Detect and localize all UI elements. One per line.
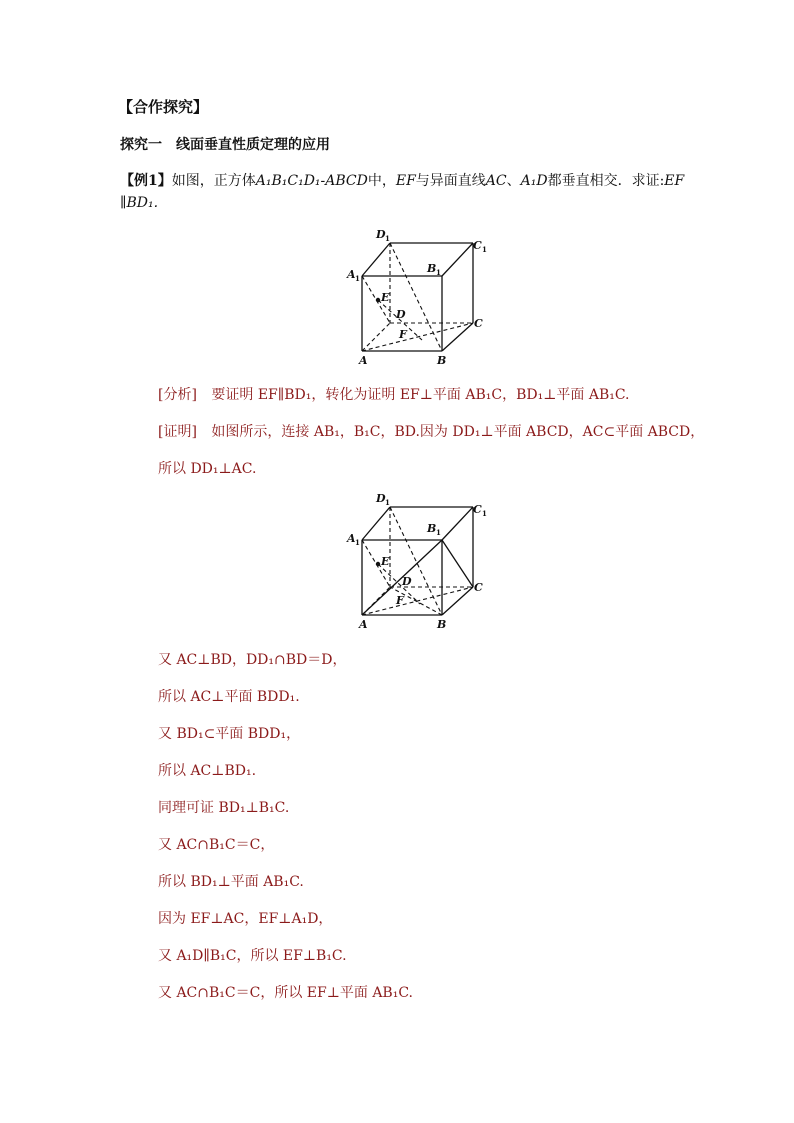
proof-label: [证明] [158,424,197,440]
svg-text:1: 1 [355,538,360,547]
label-c: C [474,317,483,330]
proof-step-7: 所以 BD₁⊥平面 AB₁C. [158,874,304,890]
svg-text:1: 1 [355,274,360,283]
example-separator: 、 [506,173,521,189]
label-b: B [437,354,447,367]
label-b1-2: B [427,522,437,535]
segment-ef: EF [395,173,416,189]
analysis-label: [分析] [158,387,197,403]
label-c1-2: C [473,503,482,516]
proof-step-4: 所以 AC⊥BD₁. [158,763,257,779]
label-a1: A [347,268,356,281]
label-a-2: A [359,618,368,631]
proof-step-9: 又 A₁D∥B₁C，所以 EF⊥B₁C. [158,948,347,964]
segment-ef-2: EF [664,173,685,189]
segment-ac: AC [485,173,507,189]
svg-text:1: 1 [436,268,441,277]
proof-step-5: 同理可证 BD₁⊥B₁C. [158,800,290,816]
svg-text:1: 1 [436,528,441,537]
label-c-2: C [474,581,483,594]
svg-text:1: 1 [482,509,487,518]
example-text-2: 中， [367,173,396,189]
analysis-text: 要证明 EF∥BD₁，转化为证明 EF⊥平面 AB₁C，BD₁⊥平面 AB₁C. [211,387,630,403]
label-c1: C [473,239,482,252]
example-text-3: 与异面直线 [415,173,486,189]
svg-text:1: 1 [482,245,487,254]
label-e: E [381,291,390,304]
label-d1-2: D [376,492,386,505]
segment-a1d: A₁D [520,173,548,189]
proof-step-1: 又 AC⊥BD，DD₁∩BD＝D， [158,652,347,668]
svg-text:1: 1 [385,234,390,243]
label-e-2: E [381,555,390,568]
proof [158,422,704,442]
cube-figure-2 [340,492,500,642]
subsection-title: 探究一 线面垂直性质定理的应用 [120,137,330,153]
proof-step-6: 又 AC∩B₁C＝C， [158,837,275,853]
proof-step-8: 因为 EF⊥AC，EF⊥A₁D， [158,911,333,927]
example-text: 如图，正方体 [171,173,256,189]
example-text-4: 都垂直相交．求证: [547,173,665,189]
proof-step-3: 又 BD₁⊂平面 BDD₁， [158,726,301,742]
proof-step-10: 又 AC∩B₁C＝C，所以 EF⊥平面 AB₁C. [158,985,414,1001]
label-d-2: D [402,575,412,588]
analysis [158,385,630,405]
label-a: A [359,354,368,367]
example-tag: 【例1】 [120,173,172,189]
label-b1: B [427,262,437,275]
example-statement-line2: ∥BD₁. [120,195,159,211]
label-d: D [396,308,406,321]
cube-name: A₁B₁C₁D₁-ABCD [255,173,368,189]
example-statement [120,171,684,191]
proof-text: 如图所示，连接 AB₁，B₁C，BD.因为 DD₁⊥平面 ABCD，AC⊂平面 ABCD， [211,424,705,440]
label-f: F [399,328,407,341]
section-title: 【合作探究】 [118,98,209,116]
cube-figure-1 [340,228,500,378]
label-f-2: F [396,594,404,607]
label-d1: D [376,228,386,241]
label-b-2: B [437,618,447,631]
proof-continued: 所以 DD₁⊥AC. [158,461,257,477]
proof-step-2: 所以 AC⊥平面 BDD₁. [158,689,300,705]
svg-text:1: 1 [385,498,390,507]
label-a1-2: A [347,532,356,545]
